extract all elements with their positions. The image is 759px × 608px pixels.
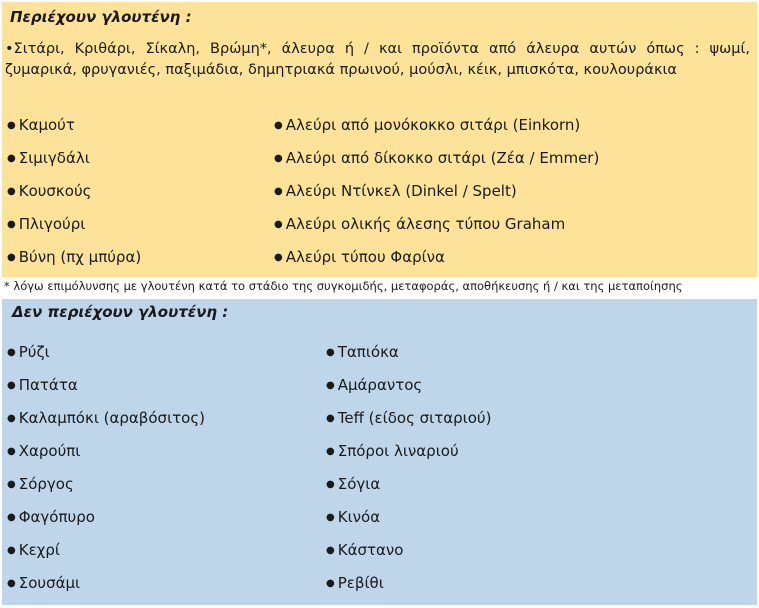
list-item [326,343,399,361]
bullet-icon: ● [7,347,16,358]
contains-gluten-intro: •Σιτάρι, Κριθάρι, Σίκαλη, Βρώμη*, άλευρα ή / και προϊόντα από άλευρα αυτών όπως : ψωμί, ζυμαρικά, φρυγανιές, παξιμάδια, δημητριακά πρωινού, μούσλι, κέικ, μπισκότα, κουλουράκια [5,41,750,78]
bullet-icon: ● [326,512,335,523]
list-item-label: Σόργος [18,475,74,493]
bullet-icon: ● [274,219,283,230]
bullet-icon: ● [7,186,16,197]
list-item [274,248,445,266]
bullet-icon: ● [326,545,335,556]
bullet-icon: ● [7,153,16,164]
bullet-icon: ● [7,545,16,556]
no-gluten-box [2,299,757,605]
list-item-label: Αλεύρι ολικής άλεσης τύπου Graham [285,215,566,233]
list-item-label: Καμούτ [18,116,75,134]
list-item [7,442,80,460]
list-item [274,116,580,134]
list-item-label: Ρύζι [18,343,50,361]
list-item-label: Ταπιόκα [337,343,399,361]
list-item-label: Φαγόπυρο [18,508,95,526]
bullet-icon: ● [274,252,283,263]
list-item [7,215,85,233]
list-item [7,343,50,361]
contains-gluten-box [2,2,757,277]
bullet-icon: ● [7,512,16,523]
list-item-label: Αλεύρι από δίκοκκο σιτάρι (Ζέα / Emmer) [285,149,600,167]
list-item [7,116,75,134]
bullet-icon: ● [326,380,335,391]
list-item-label: Σπόροι λιναριού [337,442,459,460]
list-item [326,409,491,427]
list-item-label: Σόγια [337,475,381,493]
list-item [7,248,141,266]
bullet-icon: ● [7,446,16,457]
list-item [326,442,459,460]
list-item [326,508,380,526]
bullet-icon: ● [326,578,335,589]
list-item-label: Βύνη (πχ μπύρα) [18,248,142,266]
list-item [274,182,517,200]
bullet-icon: ● [274,120,283,131]
bullet-icon: ● [326,446,335,457]
list-item-label: Κινόα [337,508,381,526]
bullet-icon: ● [326,413,335,424]
bullet-icon: ● [7,578,16,589]
list-item [7,149,90,167]
bullet-icon: ● [326,479,335,490]
list-item [7,574,80,592]
list-item-label: Αμάραντος [337,376,423,394]
bullet-icon: ● [7,380,16,391]
list-item-label: Χαρούπι [18,442,81,460]
bullet-icon: ● [326,347,335,358]
bullet-icon: ● [7,479,16,490]
list-item [7,182,91,200]
contains-gluten-title: Περιέχουν γλουτένη : [10,8,192,26]
no-gluten-title: Δεν περιέχουν γλουτένη : [12,303,229,321]
bullet-icon: ● [274,186,283,197]
list-item-label: Σιμιγδάλι [18,149,90,167]
list-item [7,475,74,493]
list-item-label: Κουσκούς [18,182,92,200]
list-item-label: Κεχρί [18,541,60,559]
bullet-icon: ● [7,120,16,131]
list-item-label: Σουσάμι [18,574,81,592]
bullet-icon: ● [7,413,16,424]
list-item [326,475,380,493]
bullet-icon: ● [274,153,283,164]
bullet-icon: ● [7,219,16,230]
list-item [7,376,78,394]
list-item [274,215,565,233]
list-item-label: Κάστανο [337,541,404,559]
list-item [7,508,95,526]
list-item-label: Teff (είδος σιταριού) [337,409,492,427]
list-item [326,541,403,559]
bullet-icon: ● [7,252,16,263]
list-item-label: Αλεύρι από μονόκοκκο σιτάρι (Einkorn) [285,116,581,134]
list-item [326,574,384,592]
list-item [7,409,205,427]
list-item-label: Ρεβίθι [337,574,384,592]
list-item-label: Αλεύρι Ντίνκελ (Dinkel / Spelt) [285,182,517,200]
list-item-label: Πλιγούρι [18,215,86,233]
footnote: * λόγω επιμόλυνσης με γλουτένη κατά το στάδιο της συγκομιδής, μεταφοράς, αποθήκευσης ή / και της μεταποίησης [4,279,683,293]
list-item-label: Πατάτα [18,376,78,394]
list-item [274,149,599,167]
list-item-label: Καλαμπόκι (αραβόσιτος) [18,409,206,427]
list-item-label: Αλεύρι τύπου Φαρίνα [285,248,445,266]
list-item [7,541,60,559]
list-item [326,376,422,394]
